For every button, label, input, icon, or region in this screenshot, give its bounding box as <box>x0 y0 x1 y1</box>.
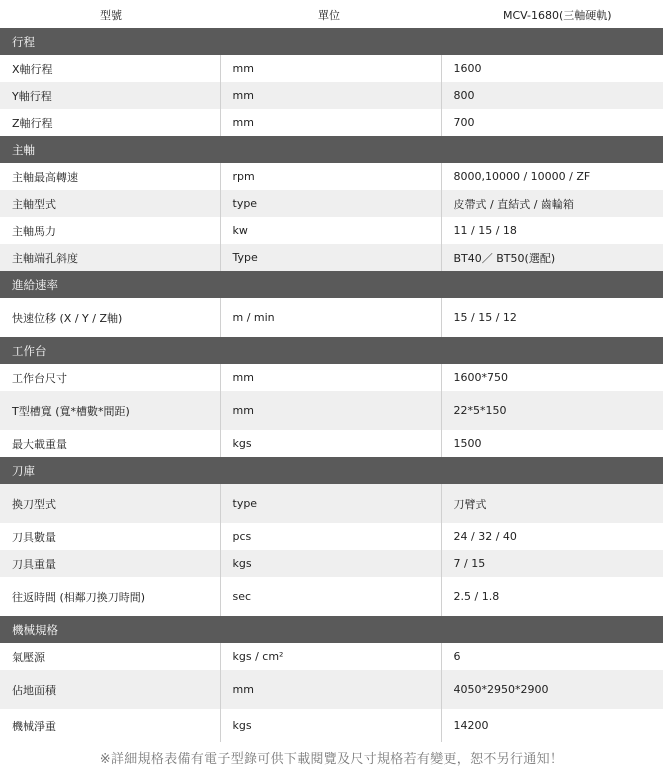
table-row <box>0 190 663 217</box>
row-value: 2.5 / 1.8 <box>441 577 663 616</box>
row-name: 主軸型式 <box>0 190 220 217</box>
row-value: 1500 <box>441 430 663 457</box>
section-title: 刀庫 <box>0 457 663 484</box>
row-value: 14200 <box>441 709 663 742</box>
row-unit: rpm <box>220 163 441 190</box>
row-unit: type <box>220 484 441 523</box>
section-stroke <box>0 28 663 55</box>
row-unit: kgs <box>220 550 441 577</box>
row-unit: mm <box>220 391 441 430</box>
row-unit: kw <box>220 217 441 244</box>
row-value: BT40／ BT50(選配) <box>441 244 663 271</box>
section-spindle <box>0 136 663 163</box>
row-name: Y軸行程 <box>0 82 220 109</box>
row-name: 工作台尺寸 <box>0 364 220 391</box>
row-name: 主軸最高轉速 <box>0 163 220 190</box>
table-row <box>0 391 663 430</box>
row-unit: mm <box>220 109 441 136</box>
table-row <box>0 55 663 82</box>
row-name: 最大載重量 <box>0 430 220 457</box>
row-unit: mm <box>220 670 441 709</box>
row-name: 換刀型式 <box>0 484 220 523</box>
footer-note: ※詳細規格表備有電子型錄可供下載閱覽及尺寸規格若有變更，恕不另行通知！ <box>99 752 564 767</box>
row-unit: m / min <box>220 298 441 337</box>
header-value: MCV-1680(三軸硬軌) <box>503 9 612 22</box>
table-row <box>0 577 663 616</box>
row-unit: mm <box>220 364 441 391</box>
row-value: 15 / 15 / 12 <box>441 298 663 337</box>
row-unit: kgs <box>220 709 441 742</box>
row-unit: Type <box>220 244 441 271</box>
section-worktable <box>0 337 663 364</box>
row-name: 佔地面積 <box>0 670 220 709</box>
row-name: 氣壓源 <box>0 643 220 670</box>
row-unit: sec <box>220 577 441 616</box>
table-row <box>0 670 663 709</box>
row-name: 機械淨重 <box>0 709 220 742</box>
row-value: 22*5*150 <box>441 391 663 430</box>
table-row <box>0 244 663 271</box>
table-row <box>0 430 663 457</box>
section-title: 工作台 <box>0 337 663 364</box>
row-value: 1600*750 <box>441 364 663 391</box>
table-row <box>0 643 663 670</box>
row-name: 刀具重量 <box>0 550 220 577</box>
row-unit: pcs <box>220 523 441 550</box>
row-name: 快速位移 (X / Y / Z軸) <box>0 298 220 337</box>
spec-table <box>0 28 663 742</box>
section-machine-specs <box>0 616 663 643</box>
table-row <box>0 163 663 190</box>
table-row <box>0 298 663 337</box>
section-title: 主軸 <box>0 136 663 163</box>
section-title: 進給速率 <box>0 271 663 298</box>
row-unit: type <box>220 190 441 217</box>
row-value: 700 <box>441 109 663 136</box>
row-name: X軸行程 <box>0 55 220 82</box>
row-value: 皮帶式 / 直結式 / 齒輪箱 <box>441 190 663 217</box>
table-row <box>0 217 663 244</box>
table-row <box>0 550 663 577</box>
table-row <box>0 709 663 742</box>
row-value: 4050*2950*2900 <box>441 670 663 709</box>
row-value: 24 / 32 / 40 <box>441 523 663 550</box>
row-unit: mm <box>220 55 441 82</box>
row-unit: mm <box>220 82 441 109</box>
row-value: 1600 <box>441 55 663 82</box>
header-unit: 單位 <box>318 9 340 22</box>
table-row <box>0 523 663 550</box>
table-header <box>0 0 663 28</box>
row-name: 刀具數量 <box>0 523 220 550</box>
row-name: 主軸端孔斜度 <box>0 244 220 271</box>
row-value: 800 <box>441 82 663 109</box>
row-name: T型槽寬 (寬*槽數*間距) <box>0 391 220 430</box>
row-value: 刀臂式 <box>441 484 663 523</box>
row-value: 11 / 15 / 18 <box>441 217 663 244</box>
header-model: 型號 <box>100 9 122 22</box>
section-feed-rate <box>0 271 663 298</box>
table-row <box>0 364 663 391</box>
section-tool-magazine <box>0 457 663 484</box>
table-row <box>0 82 663 109</box>
row-value: 8000,10000 / 10000 / ZF <box>441 163 663 190</box>
row-unit: kgs / cm² <box>220 643 441 670</box>
section-title: 行程 <box>0 28 663 55</box>
table-row <box>0 109 663 136</box>
row-unit: kgs <box>220 430 441 457</box>
row-name: 往返時間 (相鄰刀換刀時間) <box>0 577 220 616</box>
table-row <box>0 484 663 523</box>
row-name: 主軸馬力 <box>0 217 220 244</box>
section-title: 機械規格 <box>0 616 663 643</box>
row-value: 7 / 15 <box>441 550 663 577</box>
row-name: Z軸行程 <box>0 109 220 136</box>
row-value: 6 <box>441 643 663 670</box>
